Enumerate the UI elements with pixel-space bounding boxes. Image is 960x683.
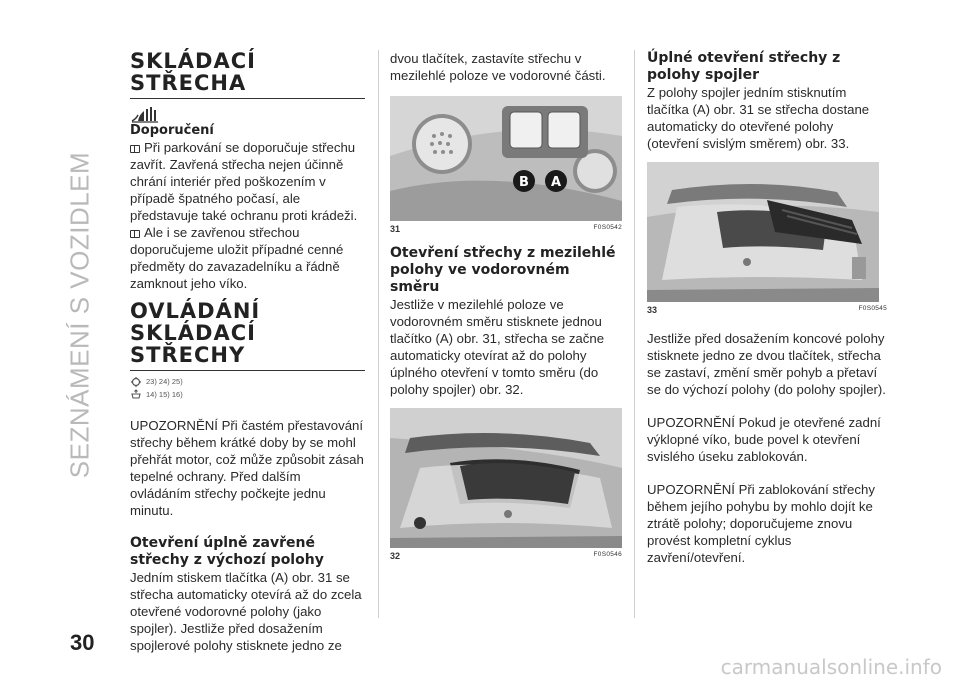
reference-row: 14) 15) 16) [130,388,365,401]
watermark: carmanualsonline.info [720,655,942,679]
advice-paragraph: Při parkování se doporučuje střechu zavřít. Zavřená střecha nejen účinně chrání interiér před poškozením v případě špatného počasí, ale představuje také ochranu proti krádeži. [130,140,358,223]
warning-paragraph: UPOZORNĚNÍ Pokud je otevřené zadní výklopné víko, bude povel k otevření svislého úseku zablokován. [647,415,881,464]
figure-33-vertical-opening [647,162,879,302]
side-section-title: SEZNÁMENÍ S VOZIDLEM [64,151,95,479]
leaf-icon [130,105,365,123]
book-icon [130,230,140,238]
gear-wrench-icon [130,376,142,388]
body-paragraph: Jedním stiskem tlačítka (A) obr. 31 se střecha automaticky otevírá až do zcela otevřené vodorovné polohy (jako spojler). Jestliže před dosažením spojlerové polohy stisknete jedno ze [130,570,362,653]
subsection-heading: Úplné otevření střechy z polohy spojler [647,50,841,83]
figure-31-roof-buttons [390,96,622,221]
figure-32-spoiler-position [390,408,622,548]
operation-heading: OVLÁDÁNÍ SKLÁDACÍ STŘECHY [130,299,261,367]
book-icon [130,145,140,153]
subsection-heading: Otevření úplně zavřené střechy z výchozí polohy [130,535,324,568]
advice-title: Doporučení [130,123,214,138]
page-number: 30 [70,630,95,655]
column-2 [390,50,622,562]
body-paragraph: Z polohy spojler jedním stisknutím tlačítka (A) obr. 31 se střecha dostane automaticky do otevřené polohy (otevření svislým směrem) obr. 33. [647,85,870,151]
section-heading: SKLÁDACÍ STŘECHA [130,49,256,95]
heading-rule [130,370,365,371]
label-a: A [550,175,562,190]
subsection-heading: Otevření střechy z mezilehlé polohy ve vodorovném směru [390,245,616,295]
advice-paragraph: Ale i se zavřenou střechou doporučujeme uložit případné cenné předměty do zavazadelníku a řádně zamknout jeho víko. [130,225,344,291]
figure-caption: 31 F0S0542 [390,224,622,234]
warning-paragraph: UPOZORNĚNÍ Při častém přestavování střechy během krátké doby by se mohl přehřát motor, což může způsobit zásah tepelné ochrany. Před dalším ovládáním střechy počkejte jednu minutu. [130,418,364,518]
column-divider [378,50,379,618]
heading-rule [130,98,365,99]
car-lift-icon [130,389,142,401]
reference-row: 23) 24) 25) [130,375,365,388]
column-divider [634,50,635,618]
column-3 [647,50,887,566]
body-paragraph: dvou tlačítek, zastavíte střechu v mezilehlé poloze ve vodorovné části. [390,51,606,83]
figure-caption: 33 F0S0545 [647,305,887,315]
body-paragraph: Jestliže před dosažením koncové polohy stisknete jedno ze dvou tlačítek, střecha se zastaví, změní směr pohyb a přetaví se do výchozí polohy (do polohy spojler). [647,331,886,397]
body-paragraph: Jestliže v mezilehlé poloze ve vodorovném směru stisknete jednou tlačítko (A) obr. 31, střecha se začne automaticky otevírat až do polohy úplného otevření v tomto směru (do polohy spojler) obr. 32. [390,297,605,397]
warning-paragraph: UPOZORNĚNÍ Při zablokování střechy během jejího pohybu by mohlo dojít ke ztrátě polohy; doporučujeme znovu provést kompletní cyklus zavření/otevření. [647,482,875,565]
label-b: B [519,175,529,190]
figure-caption: 32 F0S0546 [390,551,622,561]
column-1 [130,50,365,654]
